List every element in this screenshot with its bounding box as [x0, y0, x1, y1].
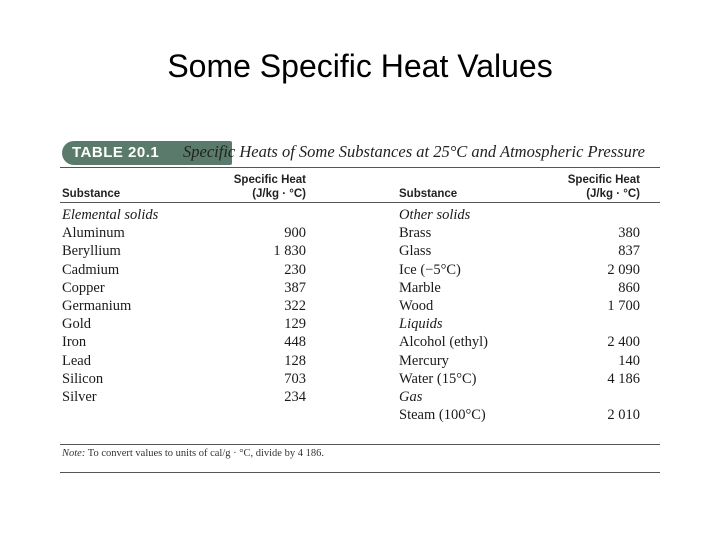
col-specific-heat-left — [220, 173, 306, 201]
substance-name: Marble — [399, 279, 441, 296]
col-specific-heat-left-line1: Specific Heat — [233, 174, 306, 186]
table-note — [62, 448, 324, 459]
table-header — [60, 136, 660, 168]
table-row — [399, 370, 640, 388]
group-title: Gas — [399, 389, 423, 405]
substance-name: Steam (100°C) — [399, 407, 486, 424]
table-row — [62, 370, 306, 388]
col-specific-heat-right-line2: (J/kg · °C) — [586, 188, 640, 200]
substance-name: Silicon — [62, 370, 104, 387]
specific-heat-value: 2 010 — [607, 407, 640, 424]
substance-name: Wood — [399, 298, 434, 314]
substance-name: Germanium — [62, 298, 132, 314]
col-substance-right: Substance — [399, 188, 458, 200]
substance-name: Mercury — [399, 352, 449, 369]
table-row — [62, 315, 306, 333]
substance-name: Aluminum — [62, 225, 125, 242]
substance-name: Alcohol (ethyl) — [399, 334, 488, 351]
substance-name: Lead — [62, 352, 91, 369]
substance-name: Copper — [62, 279, 105, 296]
specific-heat-value: 837 — [618, 243, 640, 260]
substance-name: Cadmium — [62, 261, 120, 278]
group-title: Other solids — [399, 207, 471, 223]
specific-heat-value: 128 — [284, 352, 306, 369]
specific-heat-value: 2 090 — [607, 261, 640, 278]
table-row — [399, 261, 640, 279]
specific-heat-value: 448 — [284, 334, 306, 351]
col-specific-heat-right-line1: Specific Heat — [567, 174, 640, 186]
specific-heat-table — [60, 136, 660, 476]
specific-heat-value: 387 — [284, 279, 306, 296]
footer-rule — [60, 472, 660, 473]
substance-name: Brass — [399, 225, 432, 242]
substance-name: Gold — [62, 316, 91, 333]
substance-name: Water (15°C) — [399, 370, 477, 387]
header-rule — [60, 202, 660, 203]
table-row — [399, 242, 640, 260]
table-row — [62, 224, 306, 242]
table-row — [62, 297, 306, 315]
specific-heat-value: 860 — [618, 279, 640, 296]
col-substance-left: Substance — [62, 188, 121, 200]
bottom-rule — [60, 444, 660, 445]
table-row — [62, 333, 306, 351]
table-row — [399, 352, 640, 370]
group-row — [399, 206, 640, 224]
specific-heat-value: 703 — [284, 370, 306, 387]
specific-heat-value: 230 — [284, 261, 306, 278]
specific-heat-value: 140 — [618, 352, 640, 369]
substance-name: Beryllium — [62, 243, 121, 260]
substance-name: Silver — [62, 389, 97, 405]
specific-heat-value: 1 830 — [273, 243, 306, 260]
table-caption: Specific Heats of Some Substances at 25°C and Atmospheric Pressure — [183, 142, 645, 161]
table-row — [399, 297, 640, 315]
table-row — [399, 406, 640, 424]
table-row — [399, 333, 640, 351]
table-badge: TABLE 20.1 — [62, 141, 232, 165]
specific-heat-value: 1 700 — [607, 298, 640, 314]
specific-heat-value: 129 — [284, 316, 306, 333]
table-row — [62, 279, 306, 297]
note-label: Note: — [62, 448, 86, 459]
group-row — [399, 315, 640, 333]
group-title: Elemental solids — [62, 207, 159, 223]
specific-heat-value: 900 — [284, 225, 306, 242]
substance-name: Ice (−5°C) — [399, 261, 461, 278]
specific-heat-value: 4 186 — [607, 370, 640, 387]
specific-heat-value: 2 400 — [607, 334, 640, 351]
col-specific-heat-right — [554, 173, 640, 201]
top-rule — [60, 167, 660, 168]
table-row — [399, 279, 640, 297]
specific-heat-value: 322 — [284, 298, 306, 314]
note-text: To convert values to units of cal/g · °C, divide by 4 186. — [87, 448, 324, 459]
substance-name: Glass — [399, 243, 432, 260]
group-row — [399, 388, 640, 406]
group-title: Liquids — [399, 316, 443, 333]
col-specific-heat-left-line2: (J/kg · °C) — [252, 188, 306, 200]
substance-name: Iron — [62, 334, 87, 351]
group-row — [62, 206, 306, 224]
table-row — [62, 261, 306, 279]
table-row — [399, 224, 640, 242]
table-row — [62, 242, 306, 260]
specific-heat-value: 380 — [618, 225, 640, 242]
table-row — [62, 352, 306, 370]
slide-title: Some Specific Heat Values — [167, 48, 553, 84]
specific-heat-value: 234 — [284, 389, 306, 405]
table-row — [62, 388, 306, 406]
